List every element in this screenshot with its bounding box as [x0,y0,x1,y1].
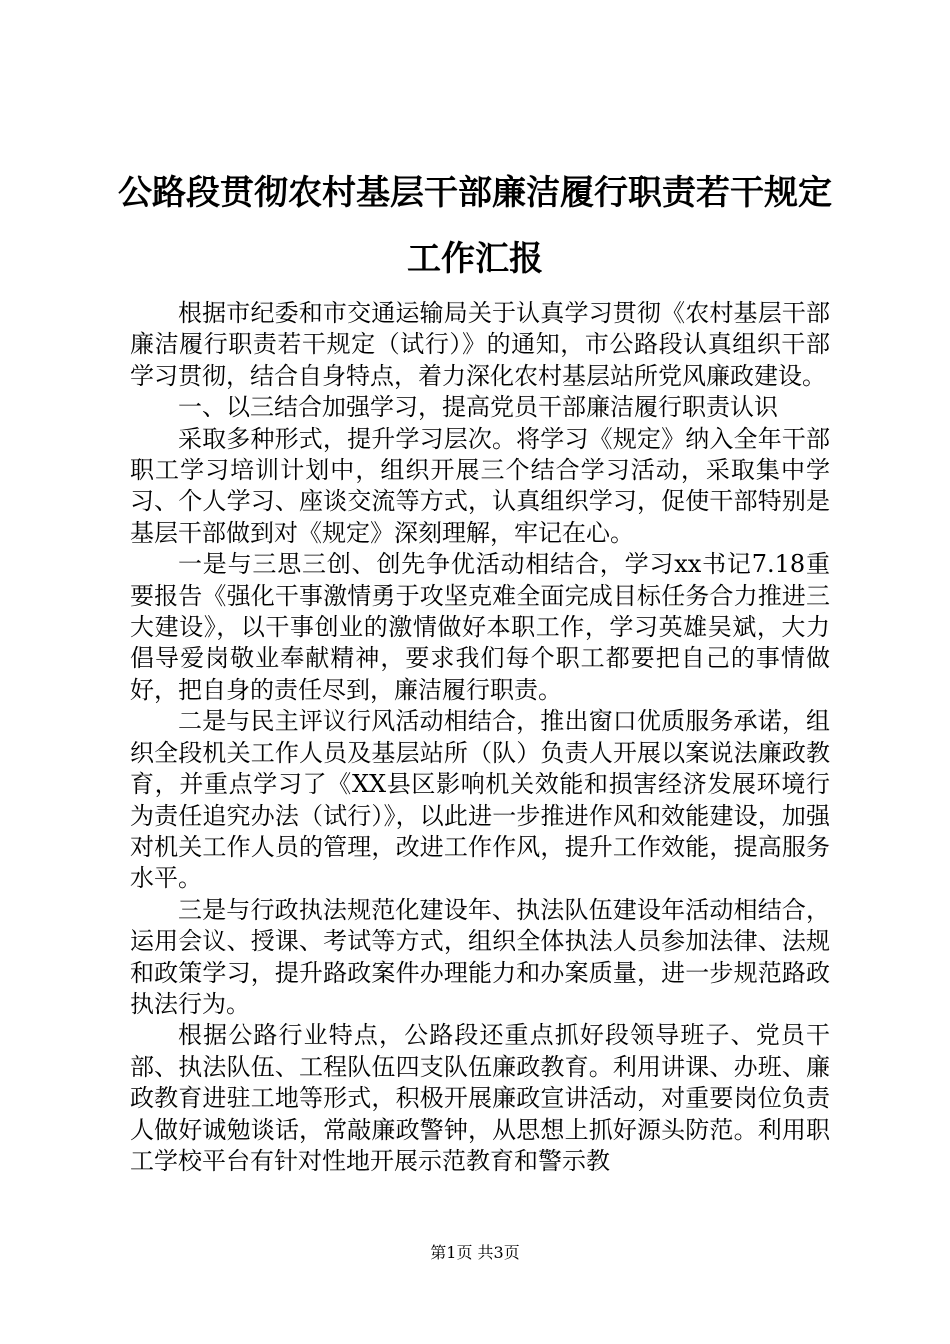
section-heading-1: 一、以三结合加强学习，提高党员干部廉洁履行职责认识 [178,393,778,422]
document-body [130,298,830,1177]
paragraph: 根据公路行业特点，公路段还重点抓好段领导班子、党员干部、执法队伍、工程队伍四支队伍廉政教育。利用讲课、办班、廉政教育进驻工地等形式，积极开展廉政宣讲活动，对重要岗位负责人做好诚勉谈话，常敲廉政警钟，从思想上抓好源头防范。利用职工学校平台有针对性地开展示范教育和警示教 [130,1021,830,1175]
document-title: 公路段贯彻农村基层干部廉洁履行职责若干规定工作汇报 [118,173,832,279]
paragraph: 采取多种形式，提升学习层次。将学习《规定》纳入全年干部职工学习培训计划中，组织开展三个结合学习活动，采取集中学习、个人学习、座谈交流等方式，认真组织学习，促使干部特别是基层干部做到对《规定》深刻理解，牢记在心。 [130,424,830,547]
paragraph: 二是与民主评议行风活动相结合，推出窗口优质服务承诺，组织全段机关工作人员及基层站所（队）负责人开展以案说法廉政教育，并重点学习了《XX县区影响机关效能和损害经济发展环境行为责任追究办法（试行）》，以此进一步推进作风和效能建设，加强对机关工作人员的管理，改进工作作风，提升工作效能，提高服务水平。 [130,707,830,893]
paragraph: 一是与三思三创、创先争优活动相结合，学习xx书记7.18重要报告《强化干事激情勇于攻坚克难全面完成目标任务合力推进三大建设》，以干事创业的激情做好本职工作，学习英雄吴斌，大力倡导爱岗敬业奉献精神，要求我们每个职工都要把自己的事情做好，把自身的责任尽到，廉洁履行职责。 [130,550,830,704]
paragraph: 三是与行政执法规范化建设年、执法队伍建设年活动相结合，运用会议、授课、考试等方式，组织全体执法人员参加法律、法规和政策学习，提升路政案件办理能力和办案质量，进一步规范路政执法行为。 [130,895,830,1018]
paragraph-intro: 根据市纪委和市交通运输局关于认真学习贯彻《农村基层干部廉洁履行职责若干规定（试行）》的通知，市公路段认真组织干部学习贯彻，结合自身特点，着力深化农村基层站所党风廉政建设。 [130,299,830,390]
page-number: 第1页 共3页 [430,1243,520,1262]
